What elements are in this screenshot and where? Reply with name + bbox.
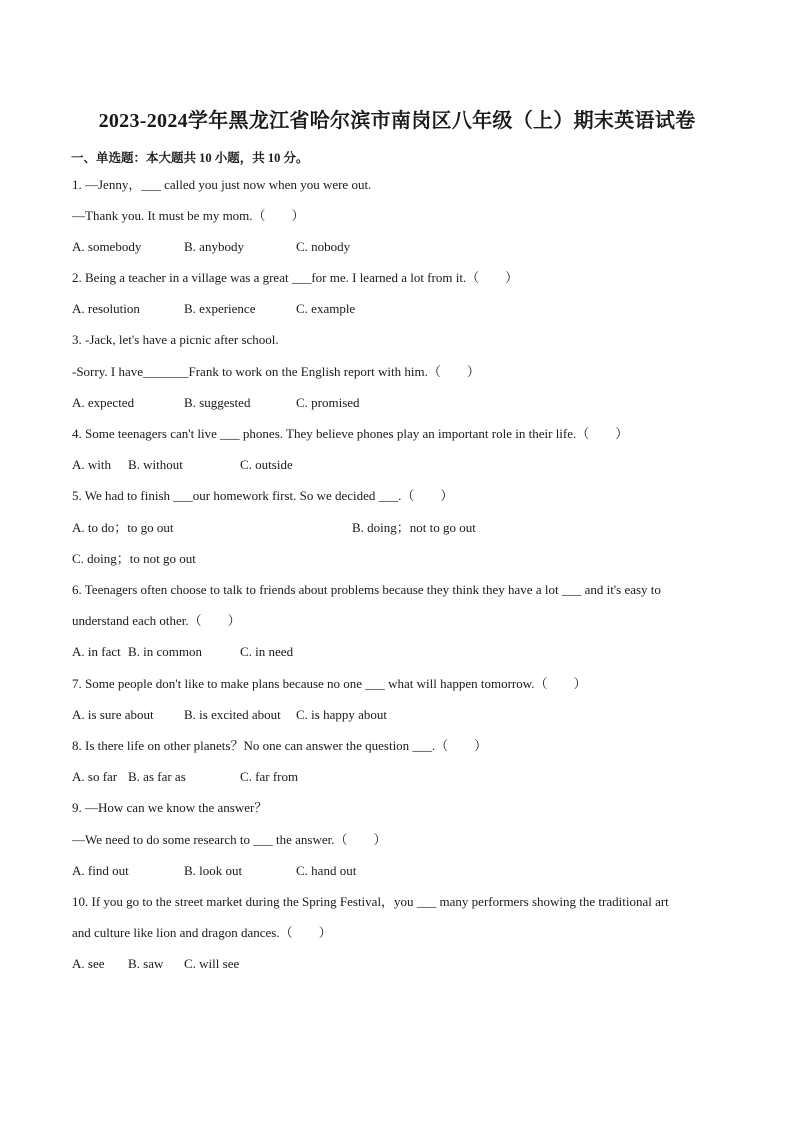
- question-7-option-b[interactable]: B. is excited about: [184, 707, 281, 722]
- question-6-option-c[interactable]: C. in need: [240, 644, 294, 659]
- question-3-stem: 3. -Jack, let's have a picnic after school.: [72, 332, 279, 347]
- question-7-option-c[interactable]: C. is happy about: [296, 707, 387, 722]
- question-1-stem: 1. —Jenny，___ called you just now when you were out.: [72, 177, 372, 192]
- section-heading: 一、单选题：本大题共 10 小题，共 10 分。: [71, 151, 309, 165]
- question-10-stem: 10. If you go to the street market during the Spring Festival，you ___ many performers showing the traditional art: [72, 894, 669, 909]
- question-2-option-c[interactable]: C. example: [296, 301, 356, 316]
- question-9-option-b[interactable]: B. look out: [184, 863, 243, 878]
- question-4-option-b[interactable]: B. without: [128, 457, 183, 472]
- question-7-stem: 7. Some people don't like to make plans because no one ___ what will happen tomorrow.（ ）: [72, 676, 587, 691]
- question-9-stem-line2: —We need to do some research to ___ the answer.（ ）: [72, 832, 387, 847]
- question-2-option-b[interactable]: B. experience: [184, 301, 256, 316]
- question-3-stem-line2: -Sorry. I have_______Frank to work on the English report with him.（ ）: [72, 364, 480, 379]
- question-3-option-b[interactable]: B. suggested: [184, 395, 251, 410]
- question-8-stem: 8. Is there life on other planets？No one can answer the question ___.（ ）: [72, 738, 488, 753]
- question-10-option-b[interactable]: B. saw: [128, 956, 164, 971]
- question-6-stem: 6. Teenagers often choose to talk to friends about problems because they think they have a lot ___ and it's easy to: [72, 582, 661, 597]
- question-5-option-c[interactable]: C. doing；to not go out: [72, 551, 196, 566]
- question-7-option-a[interactable]: A. is sure about: [72, 707, 154, 722]
- question-9-option-a[interactable]: A. find out: [72, 863, 129, 878]
- question-10-stem-line2: and culture like lion and dragon dances.（ ）: [72, 925, 332, 940]
- question-6-option-a[interactable]: A. in fact: [72, 644, 121, 659]
- question-3-option-c[interactable]: C. promised: [296, 395, 360, 410]
- question-5-stem: 5. We had to finish ___our homework first. So we decided ___.（ ）: [72, 488, 454, 503]
- question-1-option-a[interactable]: A. somebody: [72, 239, 142, 254]
- question-2-stem: 2. Being a teacher in a village was a great ___for me. I learned a lot from it.（ ）: [72, 270, 519, 285]
- question-6-option-b[interactable]: B. in common: [128, 644, 203, 659]
- question-5-option-b[interactable]: B. doing；not to go out: [352, 520, 476, 535]
- question-1-option-c[interactable]: C. nobody: [296, 239, 351, 254]
- question-10-option-a[interactable]: A. see: [72, 956, 105, 971]
- question-4-option-c[interactable]: C. outside: [240, 457, 293, 472]
- question-1-option-b[interactable]: B. anybody: [184, 239, 244, 254]
- question-4-stem: 4. Some teenagers can't live ___ phones. They believe phones play an important role in their life.（ ）: [72, 426, 629, 441]
- question-3-option-a[interactable]: A. expected: [72, 395, 135, 410]
- question-6-stem-line2: understand each other.（ ）: [72, 613, 241, 628]
- question-9-option-c[interactable]: C. hand out: [296, 863, 357, 878]
- question-8-option-b[interactable]: B. as far as: [128, 769, 186, 784]
- question-8-option-a[interactable]: A. so far: [72, 769, 118, 784]
- question-1-stem-line2: —Thank you. It must be my mom.（ ）: [72, 208, 305, 223]
- exam-title: 2023-2024学年黑龙江省哈尔滨市南岗区八年级（上）期末英语试卷: [98, 110, 696, 132]
- question-5-option-a[interactable]: A. to do；to go out: [72, 520, 174, 535]
- question-9-stem: 9. —How can we know the answer？: [72, 800, 268, 815]
- question-10-option-c[interactable]: C. will see: [184, 956, 240, 971]
- question-8-option-c[interactable]: C. far from: [240, 769, 299, 784]
- question-4-option-a[interactable]: A. with: [72, 457, 111, 472]
- question-2-option-a[interactable]: A. resolution: [72, 301, 140, 316]
